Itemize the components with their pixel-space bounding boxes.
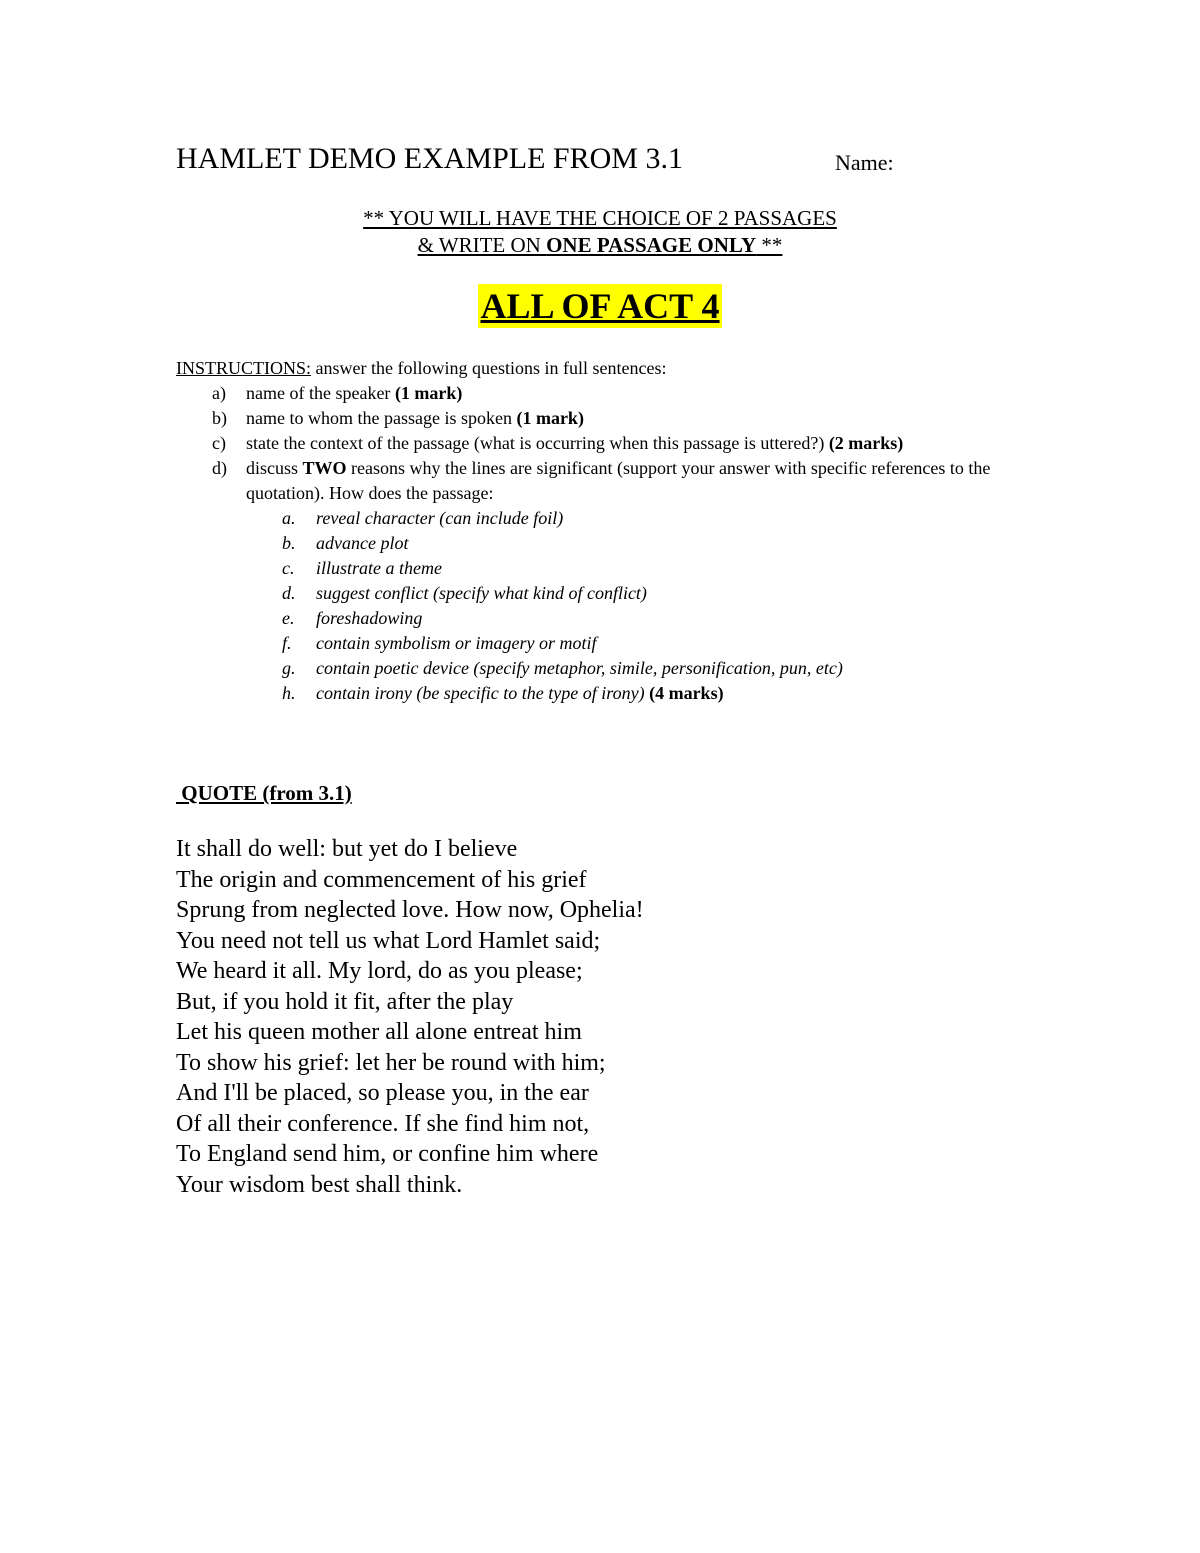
quote-line: Sprung from neglected love. How now, Ophelia!: [176, 897, 644, 923]
quote-line: Your wisdom best shall think.: [176, 1171, 463, 1198]
question-marks: (1 mark): [394, 383, 463, 403]
question-text: [246, 381, 1006, 406]
sub-item-marker: g.: [282, 658, 296, 678]
question-marker: c): [212, 433, 226, 453]
question-text-plain: state the context of the passage (what is occurring when this passage is uttered?): [246, 433, 829, 453]
name-label: Name:: [835, 150, 894, 175]
sub-item-marker: f.: [282, 633, 292, 653]
sub-item: [176, 656, 1006, 681]
quote-line: And I'll be placed, so please you, in the ear: [176, 1080, 589, 1106]
question-text-plain: name to whom the passage is spoken: [246, 408, 517, 428]
question-text-plain: name of the speaker: [246, 383, 395, 403]
sub-item-marker: h.: [282, 683, 296, 703]
act-heading-wrapper: [0, 284, 1200, 328]
question-item: [176, 431, 1006, 456]
question-text: [246, 431, 1006, 456]
sub-item-marker: b.: [282, 533, 296, 553]
question-marker: a): [212, 383, 226, 403]
instructions-label: INSTRUCTIONS:: [176, 358, 312, 378]
question-item: [176, 381, 1006, 406]
question-marks: (2 marks): [828, 433, 904, 453]
notice-line-1: [0, 206, 1200, 231]
question-text-before: discuss: [246, 458, 303, 478]
notice-line-2-bold: ONE PASSAGE ONLY: [546, 233, 757, 257]
sub-item-text: contain symbolism or imagery or motif: [316, 633, 597, 653]
notice-line-2-prefix: & WRITE ON: [417, 233, 547, 257]
question-marker: b): [212, 408, 227, 428]
sub-item: [176, 631, 1006, 656]
sub-item: [176, 531, 1006, 556]
sub-item-text-plain: contain irony (be specific to the type of irony): [316, 683, 645, 703]
question-text: [246, 456, 1006, 506]
question-marks: (1 mark): [516, 408, 584, 428]
act-heading: ALL OF ACT 4: [480, 286, 720, 326]
quote-line: Of all their conference. If she find him not,: [176, 1110, 590, 1137]
sub-item-text: suggest conflict (specify what kind of conflict): [316, 583, 647, 603]
sub-item-text: contain poetic device (specify metaphor, simile, personification, pun, etc): [316, 658, 843, 678]
sub-item: [176, 681, 1006, 706]
sub-item-text: reveal character (can include foil): [316, 508, 564, 528]
instructions-section: [176, 356, 1006, 706]
quote-line: To show his grief: let her be round with him;: [176, 1049, 606, 1076]
sub-item-marks: (4 marks): [644, 683, 724, 703]
sub-item-marker: c.: [282, 558, 295, 578]
quote-line: It shall do well: but yet do I believe: [176, 836, 518, 862]
notice-line-2: [0, 233, 1200, 258]
question-text: [246, 406, 1006, 431]
sub-item: [176, 606, 1006, 631]
instructions-text: answer the following questions in full sentences:: [311, 358, 667, 378]
quote-line: We heard it all. My lord, do as you please;: [176, 958, 583, 984]
sub-item: [176, 581, 1006, 606]
sub-item: [176, 556, 1006, 581]
sub-item-marker: a.: [282, 508, 296, 528]
sub-item-text: advance plot: [316, 533, 409, 553]
question-marker: d): [212, 458, 227, 478]
sub-item-text: foreshadowing: [316, 608, 423, 628]
question-text-after: reasons why the lines are significant (support your answer with specific references to the quotation). How does the passage:: [246, 458, 991, 503]
question-item: [176, 456, 1006, 506]
quote-line: The origin and commencement of his grief: [176, 866, 587, 893]
instructions-header: [176, 356, 1006, 381]
sub-item-marker: d.: [282, 583, 296, 603]
quote-line: You need not tell us what Lord Hamlet said;: [176, 927, 601, 954]
quote-line: But, if you hold it fit, after the play: [176, 988, 514, 1015]
quote-line: To England send him, or confine him where: [176, 1141, 599, 1167]
quote-passage: [176, 834, 644, 1200]
question-emphasis: TWO: [302, 458, 347, 478]
sub-item: [176, 506, 1006, 531]
notice-line-1-text: ** YOU WILL HAVE THE CHOICE OF 2 PASSAGES: [363, 206, 837, 230]
sub-item-text: [316, 681, 1006, 706]
quote-line: Let his queen mother all alone entreat him: [176, 1019, 582, 1045]
quote-heading: QUOTE (from 3.1): [176, 781, 352, 805]
sub-item-marker: e.: [282, 608, 295, 628]
page-title: HAMLET DEMO EXAMPLE FROM 3.1: [176, 142, 683, 175]
notice-line-2-suffix: **: [756, 233, 783, 257]
question-item: [176, 406, 1006, 431]
sub-item-text: illustrate a theme: [316, 558, 442, 578]
